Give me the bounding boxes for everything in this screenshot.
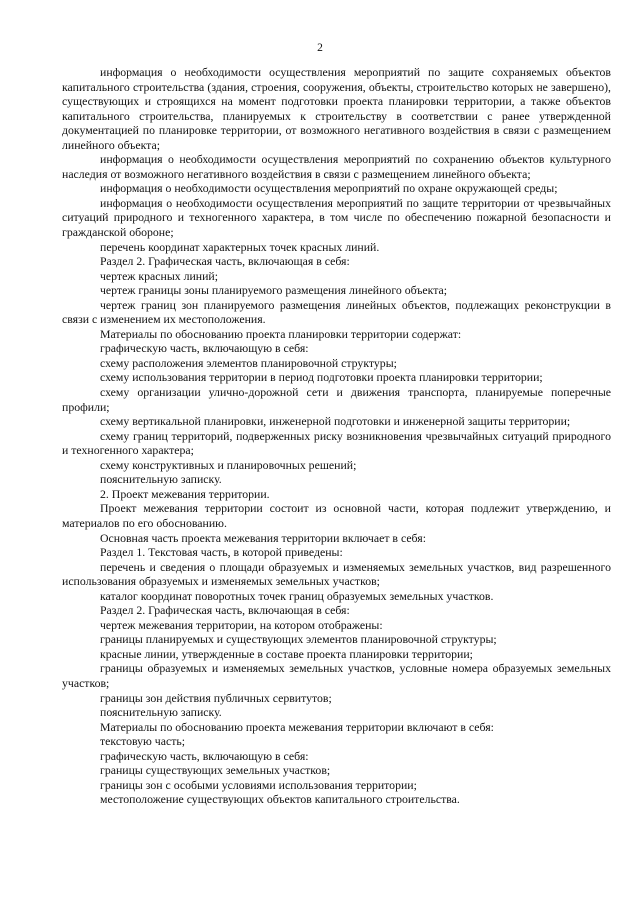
paragraph-15: схему вертикальной планировки, инженерной подготовки и инженерной защиты территории; [100, 414, 571, 429]
section-heading-2: 2. Проект межевания территории. [100, 486, 270, 501]
paragraph-8: чертеж границы зоны планируемого размещения линейного объекта; [100, 283, 448, 298]
paragraph-3: информация о необходимости осуществления мероприятий по охране окружающей среды; [100, 181, 558, 196]
paragraph-27: границы планируемых и существующих элементов планировочной структуры; [100, 632, 497, 647]
paragraph-9: чертеж границ зон планируемого размещения линейных объектов, подлежащих реконструкции в связи с изменением их местоположения. [62, 297, 611, 327]
paragraph-33: текстовую часть; [100, 734, 186, 749]
paragraph-31: пояснительную записку. [100, 705, 222, 720]
paragraph-25: Раздел 2. Графическая часть, включающая в себя: [100, 603, 350, 618]
paragraph-7: чертеж красных линий; [100, 268, 219, 283]
paragraph-36: границы зон с особыми условиями использования территории; [100, 777, 417, 792]
paragraph-14: схему организации улично-дорожной сети и движения транспорта, планируемые поперечные профили; [62, 385, 611, 414]
paragraph-23: перечень и сведения о площади образуемых и изменяемых земельных участков, вид разрешенного использования образуемых и изменяемых земельных участков; [62, 559, 611, 589]
paragraph-29: границы образуемых и изменяемых земельных участков, условные номера образуемых земельных участков; [62, 661, 611, 690]
paragraph-20: Проект межевания территории состоит из основной части, которая подлежит утверждению, и материалов по его обоснованию. [62, 501, 611, 530]
paragraph-32: Материалы по обоснованию проекта межевания территории включают в себя: [100, 719, 494, 734]
paragraph-37: местоположение существующих объектов капитального строительства. [100, 792, 460, 807]
paragraph-13: схему использования территории в период подготовки проекта планировки территории; [100, 370, 543, 385]
paragraph-34: графическую часть, включающую в себя: [100, 748, 309, 763]
paragraph-24: каталог координат поворотных точек границ образуемых земельных участков. [100, 588, 494, 603]
paragraph-28: красные линии, утвержденные в составе проекта планировки территории; [100, 646, 473, 661]
paragraph-17: схему конструктивных и планировочных решений; [100, 457, 357, 472]
paragraph-2: информация о необходимости осуществления мероприятий по сохранению объектов культурного наследия от возможного негативного воздействия в связи с размещением линейного объекта; [62, 152, 611, 181]
paragraph-35: границы существующих земельных участков; [100, 763, 331, 778]
document-body [62, 65, 611, 807]
paragraph-26: чертеж межевания территории, на котором отображены: [100, 617, 383, 632]
paragraph-11: графическую часть, включающую в себя: [100, 341, 309, 356]
paragraph-22: Раздел 1. Текстовая часть, в которой приведены: [100, 545, 343, 560]
paragraph-30: границы зон действия публичных сервитутов; [100, 690, 332, 705]
paragraph-6: Раздел 2. Графическая часть, включающая в себя: [100, 254, 350, 269]
paragraph-1: информация о необходимости осуществления мероприятий по защите сохраняемых объектов капитального строительства (здания, строения, сооружения, объекты, строительство которых не завершено), существующих и строящихся на момент подготовки проекта планировки территории, а также объектов капитального строительства, планируемых к строительству в соответствии с ранее утвержденной документацией по планировке территории, от возможного негативного воздействия в связи с размещением линейного объекта; [62, 65, 611, 152]
paragraph-21: Основная часть проекта межевания территории включает в себя: [100, 530, 426, 545]
paragraph-18: пояснительную записку. [100, 472, 222, 487]
paragraph-16: схему границ территорий, подверженных риску возникновения чрезвычайных ситуаций природного и техногенного характера; [62, 428, 611, 458]
paragraph-4: информация о необходимости осуществления мероприятий по защите территории от чрезвычайных ситуаций природного и техногенного характера, в том числе по обеспечению пожарной безопасности и гражданской обороне; [62, 195, 611, 240]
paragraph-12: схему расположения элементов планировочной структуры; [100, 355, 397, 370]
paragraph-5: перечень координат характерных точек красных линий. [100, 239, 380, 254]
paragraph-10: Материалы по обоснованию проекта планировки территории содержат: [100, 326, 462, 341]
page-number: 2 [317, 42, 323, 54]
